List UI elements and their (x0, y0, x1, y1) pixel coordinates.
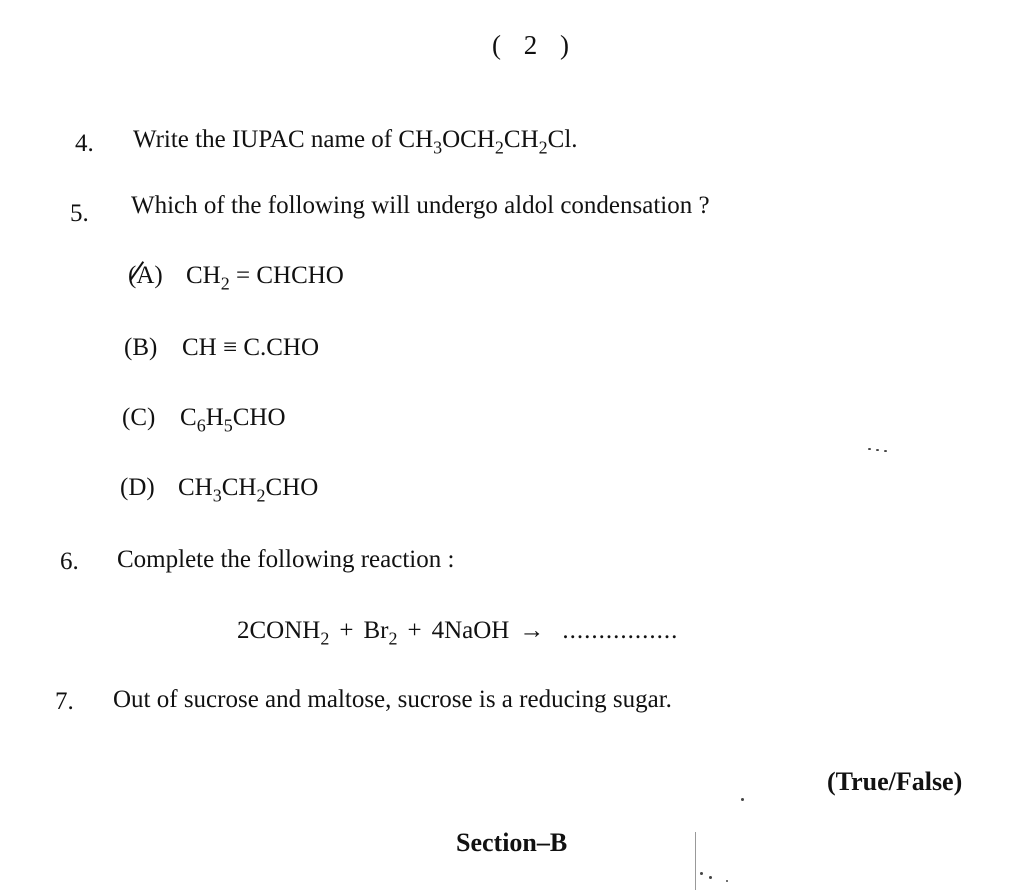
question-7-text: Out of sucrose and maltose, sucrose is a reducing sugar. (113, 686, 672, 713)
option-d-label: (D) (120, 474, 155, 501)
reaction-equation: $2CONH_2 + Br_2$ + 4NaOH → ................ (237, 617, 679, 649)
scan-speck (868, 448, 871, 450)
question-5-number: 5. (70, 200, 89, 227)
scan-speck (726, 880, 728, 882)
page-number: ( 2 ) (492, 30, 577, 60)
option-c[interactable]: (C) $C_6H_5CHO$ (122, 404, 286, 436)
option-a-label: (A) (128, 262, 186, 290)
option-d[interactable]: (D) $CH_3CH_2CHO$ (120, 474, 319, 506)
scan-mark (695, 832, 696, 890)
section-b-heading: Section–B (456, 828, 568, 857)
answer-blank[interactable]: ................ (562, 617, 679, 644)
scan-speck (700, 872, 703, 875)
question-4-prompt: Write the IUPAC name of (133, 126, 399, 153)
option-c-label: (C) (122, 404, 156, 431)
question-4-formula: $CH_3OCH_2CH_2Cl$. (398, 126, 578, 158)
reaction-arrow: → (519, 617, 545, 644)
question-4-number: 4. (75, 130, 94, 157)
option-b-label: (B) (124, 334, 158, 361)
option-a[interactable]: (A) $CH_2$ = CHCHO (128, 262, 344, 294)
option-b[interactable]: (B) CH ≡ C.CHO (124, 334, 320, 361)
scan-speck (741, 798, 744, 801)
true-false-hint: (True/False) (827, 767, 963, 796)
question-5-text: Which of the following will undergo aldol condensation ? (131, 192, 710, 219)
question-6-number: 6. (60, 548, 79, 575)
scan-speck (709, 876, 712, 879)
question-7-number: 7. (55, 688, 74, 715)
question-6-text: Complete the following reaction : (117, 546, 455, 573)
scan-speck (884, 450, 887, 452)
scan-speck (876, 449, 879, 451)
question-4-text (133, 126, 578, 158)
